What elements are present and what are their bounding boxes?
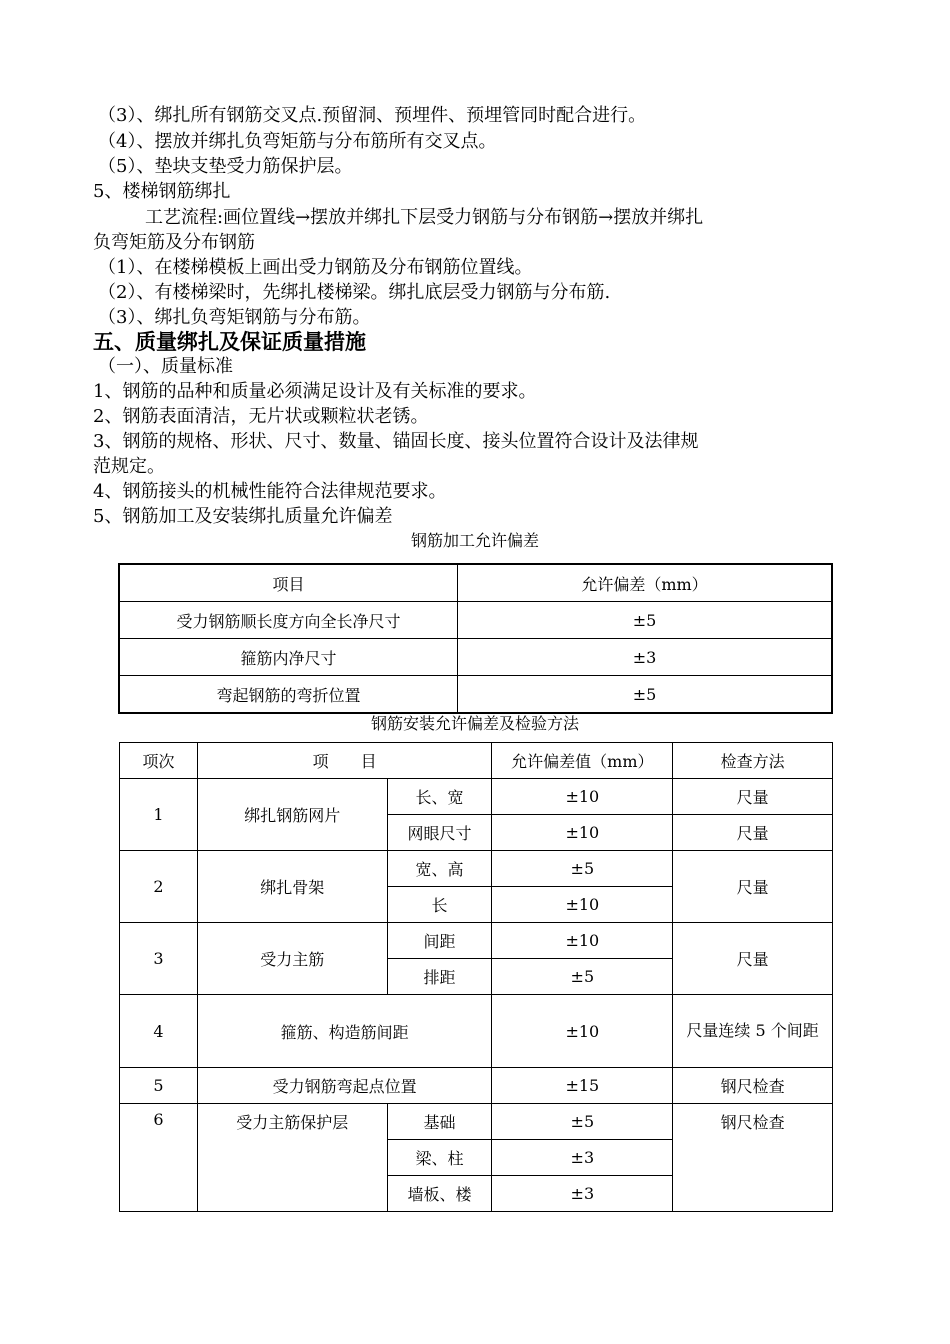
table-row — [120, 995, 833, 1068]
table-cell: ±5 — [492, 851, 673, 887]
table-cell: ±10 — [492, 887, 673, 923]
table-cell: 4 — [120, 995, 198, 1068]
table-cell: 绑扎钢筋网片 — [197, 779, 387, 851]
paragraph: 1、钢筋的品种和质量必须满足设计及有关标准的要求。 — [93, 381, 537, 402]
table-cell: 钢尺检查 — [673, 1104, 833, 1212]
table-cell: 1 — [120, 779, 198, 851]
table-row — [119, 639, 832, 676]
table-row — [120, 1068, 833, 1104]
table-cell: 长 — [387, 887, 492, 923]
table-cell: 5 — [120, 1068, 198, 1104]
paragraph: （3）、绑扎负弯矩钢筋与分布筋。 — [98, 307, 371, 328]
paragraph: （1）、在楼梯模板上画出受力钢筋及分布钢筋位置线。 — [98, 257, 533, 278]
table-cell: 6 — [120, 1104, 198, 1212]
table-cell: 尺量 — [673, 851, 833, 923]
paragraph: （2）、有楼梯梁时，先绑扎楼梯梁。绑扎底层受力钢筋与分布筋. — [98, 282, 611, 303]
table-cell: 尺量连续 5 个间距 — [673, 995, 833, 1068]
table-row — [119, 602, 832, 639]
paragraph: （5）、垫块支垫受力筋保护层。 — [98, 156, 353, 177]
table-header-row — [119, 564, 832, 602]
table-cell: 尺量 — [673, 923, 833, 995]
table-caption: 钢筋加工允许偏差 — [410, 531, 539, 550]
table-cell: ±3 — [492, 1176, 673, 1212]
table-cell: ±10 — [492, 995, 673, 1068]
header-cell: 允许偏差（mm） — [458, 564, 833, 602]
table-cell: 箍筋内净尺寸 — [119, 639, 458, 676]
section-heading: 五、质量绑扎及保证质量措施 — [93, 329, 366, 354]
table-row — [119, 676, 832, 714]
table-cell: 基础 — [387, 1104, 492, 1140]
paragraph: 负弯矩筋及分布钢筋 — [93, 232, 255, 253]
table-cell: ±3 — [458, 639, 833, 676]
header-cell: 允许偏差值（mm） — [492, 743, 673, 779]
header-cell: 项次 — [120, 743, 198, 779]
paragraph: 3、钢筋的规格、形状、尺寸、数量、锚固长度、接头位置符合设计及法律规 — [93, 431, 699, 452]
table-cell: 3 — [120, 923, 198, 995]
table-caption: 钢筋安装允许偏差及检验方法 — [370, 714, 579, 733]
paragraph: 2、钢筋表面清洁，无片状或颗粒状老锈。 — [93, 406, 429, 427]
table-cell: 尺量 — [673, 779, 833, 815]
table-cell: 受力主筋 — [197, 923, 387, 995]
paragraph: （一）、质量标准 — [98, 356, 233, 377]
table-cell: 梁、柱 — [387, 1140, 492, 1176]
paragraph: 范规定。 — [93, 456, 165, 477]
table-cell: ±3 — [492, 1140, 673, 1176]
table-cell: ±15 — [492, 1068, 673, 1104]
table-cell: ±5 — [492, 1104, 673, 1140]
table-row — [120, 851, 833, 887]
table-cell: 2 — [120, 851, 198, 923]
table-cell: 箍筋、构造筋间距 — [197, 995, 492, 1068]
table-cell: 长、宽 — [387, 779, 492, 815]
table-cell: 尺量 — [673, 815, 833, 851]
table-header-row — [120, 743, 833, 779]
paragraph: 5、钢筋加工及安装绑扎质量允许偏差 — [93, 506, 393, 527]
table-cell: 排距 — [387, 959, 492, 995]
table-row — [120, 923, 833, 959]
table-cell: ±5 — [458, 602, 833, 639]
table-cell: 绑扎骨架 — [197, 851, 387, 923]
section-title: 5、楼梯钢筋绑扎 — [93, 181, 231, 202]
table-row — [120, 779, 833, 815]
header-cell: 项目 — [119, 564, 458, 602]
installation-tolerance-table — [119, 742, 833, 1212]
table-cell: 弯起钢筋的弯折位置 — [119, 676, 458, 714]
table-cell: 网眼尺寸 — [387, 815, 492, 851]
paragraph: 4、钢筋接头的机械性能符合法律规范要求。 — [93, 481, 447, 502]
processing-tolerance-table — [118, 563, 833, 714]
table-cell: 受力钢筋顺长度方向全长净尺寸 — [119, 602, 458, 639]
table-cell: 受力主筋保护层 — [197, 1104, 387, 1212]
table-cell: ±5 — [492, 959, 673, 995]
header-cell: 项 目 — [197, 743, 492, 779]
table-row — [120, 1104, 833, 1140]
table-cell: ±10 — [492, 815, 673, 851]
header-cell: 检查方法 — [673, 743, 833, 779]
table-cell: 墙板、楼 — [387, 1176, 492, 1212]
table-cell: 间距 — [387, 923, 492, 959]
table-cell: 宽、高 — [387, 851, 492, 887]
table-cell: 受力钢筋弯起点位置 — [197, 1068, 492, 1104]
table-cell: 钢尺检查 — [673, 1068, 833, 1104]
table-cell: ±10 — [492, 923, 673, 959]
table-cell: ±5 — [458, 676, 833, 714]
paragraph: （3）、绑扎所有钢筋交叉点.预留洞、预埋件、预埋管同时配合进行。 — [98, 105, 647, 126]
table-cell: ±10 — [492, 779, 673, 815]
paragraph: （4）、摆放并绑扎负弯矩筋与分布筋所有交叉点。 — [98, 131, 497, 152]
paragraph: 工艺流程:画位置线→摆放并绑扎下层受力钢筋与分布钢筋→摆放并绑扎 — [145, 207, 704, 228]
